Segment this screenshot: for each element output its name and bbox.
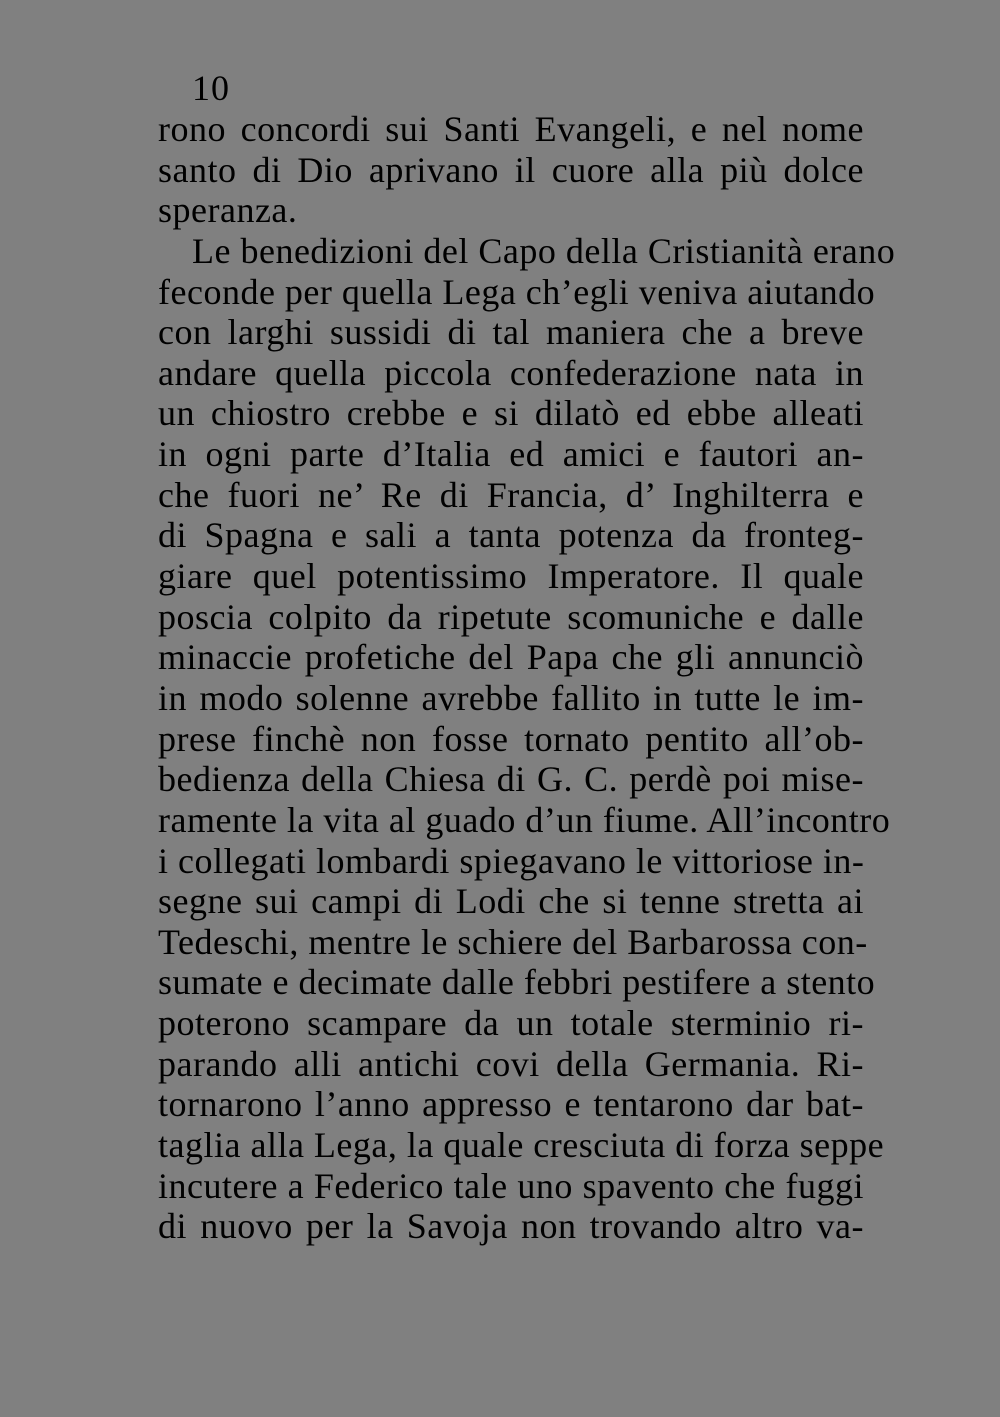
text-line: minaccie profetiche del Papa che gli annunciò (158, 637, 864, 678)
text-line: incutere a Federico tale uno spavento che fuggi (158, 1165, 864, 1206)
text-line: parando alli antichi covi della Germania. Ri- (158, 1043, 864, 1084)
text-line: rono concordi sui Santi Evangeli, e nel nome (158, 109, 864, 149)
text-line: speranza. (158, 190, 298, 231)
text-line: tornarono l’anno appresso e tentarono dar bat- (158, 1084, 864, 1125)
text-line: taglia alla Lega, la quale cresciuta di forza seppe (158, 1125, 885, 1166)
text-line: andare quella piccola confederazione nata in (158, 352, 864, 393)
body-text (158, 109, 896, 1247)
text-line: di nuovo per la Savoja non trovando altro va- (158, 1206, 864, 1247)
text-line: ramente la vita al guado d’un fiume. All’incontro (158, 799, 891, 840)
text-line: i collegati lombardi spiegavano le vittoriose in- (158, 840, 865, 881)
text-line: che fuori ne’ Re di Francia, d’ Inghilterra e (158, 474, 864, 515)
text-line: un chiostro crebbe e si dilatò ed ebbe alleati (158, 393, 864, 434)
text-line: feconde per quella Lega ch’egli veniva aiutando (158, 271, 876, 312)
text-line: giare quel potentissimo Imperatore. Il quale (158, 556, 864, 597)
page-number: 10 (192, 68, 230, 108)
text-line: santo di Dio aprivano il cuore alla più dolce (158, 149, 864, 190)
text-line: con larghi sussidi di tal maniera che a breve (158, 312, 864, 353)
text-line: poterono scampare da un totale sterminio ri- (158, 1003, 864, 1044)
text-line: bedienza della Chiesa di G. C. perdè poi mise- (158, 759, 864, 800)
text-line: sumate e decimate dalle febbri pestifere a stento (158, 962, 876, 1003)
text-line: poscia colpito da ripetute scomuniche e dalle (158, 596, 864, 637)
text-line: di Spagna e sali a tanta potenza da fronteg- (158, 515, 864, 556)
text-line: in ogni parte d’Italia ed amici e fautori an- (158, 434, 864, 475)
text-line: in modo solenne avrebbe fallito in tutte le im- (158, 677, 864, 718)
text-line: Le benedizioni del Capo della Cristianità erano (192, 230, 896, 271)
text-line: segne sui campi di Lodi che si tenne stretta ai (158, 881, 864, 922)
text-line: prese finchè non fosse tornato pentito all’ob- (158, 718, 864, 759)
text-line: Tedeschi, mentre le schiere del Barbarossa con- (158, 921, 868, 962)
